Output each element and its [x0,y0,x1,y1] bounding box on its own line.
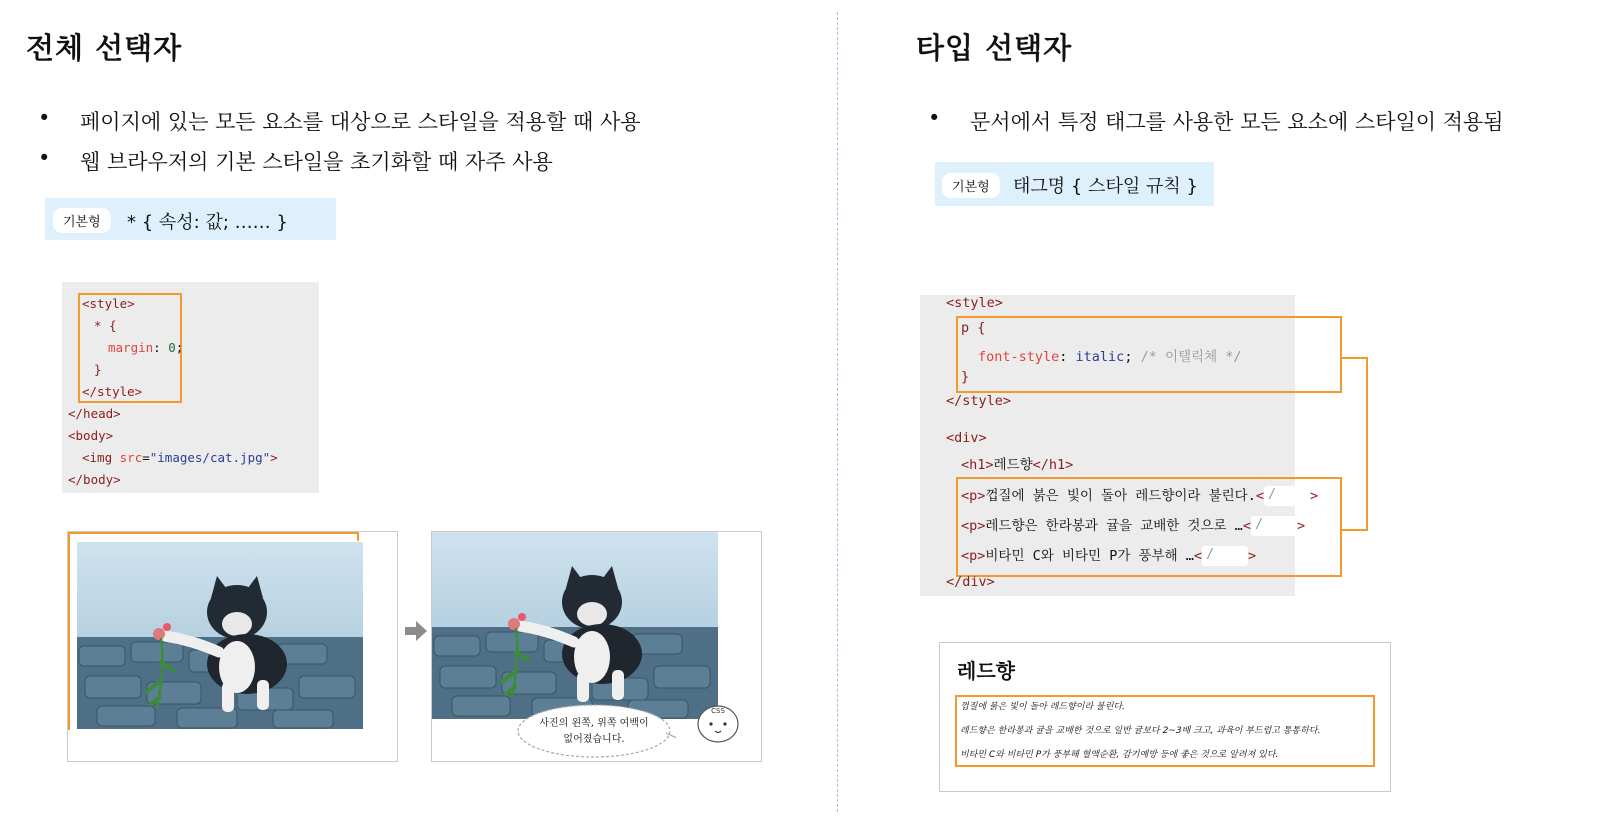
code-string: "images/cat.jpg" [149,450,271,465]
code-property: margin [108,340,154,355]
code-comment: /* 이탤릭체 */ [1140,349,1242,365]
code-tag: > [1310,488,1319,504]
bullet-dot: • [38,106,51,130]
code-line [961,514,1305,536]
code-tag: < [1242,518,1251,534]
bullet-text: 웹 브라우저의 기본 스타일을 초기화할 때 자주 사용 [80,150,553,174]
code-line [961,544,1256,566]
connector-line [1366,357,1368,530]
code-tag: <p> [961,518,986,534]
code-tag: > [1248,548,1257,564]
code-tag: <img [82,450,120,465]
code-blank [1202,546,1248,566]
cat-photo [432,532,718,719]
speech-bubble [516,703,676,761]
code-text: 레드향 [993,457,1033,473]
code-blank [1251,516,1297,536]
code-line: <div> [946,430,987,446]
margin-indicator-left [68,532,70,730]
code-tag: > [1296,518,1306,534]
code-tag: <p> [961,548,986,564]
result-frame [939,642,1391,792]
code-slash: / [1206,546,1215,562]
cat-photo [77,542,363,729]
code-tag: </h1> [1032,457,1074,473]
browser-frame-before [67,531,398,762]
margin-indicator-top [68,532,358,534]
mascot-label: CSS [711,707,725,715]
result-paragraph: 껍질에 붉은 빛이 돌아 레드향이라 불린다. [960,702,1125,712]
syntax-box [45,198,336,240]
code-line: * { [94,318,117,333]
code-line [978,345,1242,365]
code-line: <style> [946,295,1003,311]
code-text: 껍질에 붉은 빛이 돌아 레드향이라 불린다. [985,488,1256,504]
code-blank [1264,486,1310,506]
code-line [961,453,1073,473]
code-attribute: src [119,450,143,465]
connector-line [1342,357,1368,359]
code-line: </head> [68,406,121,421]
code-line: </style> [946,393,1012,409]
code-line: p { [961,320,986,336]
bullet-item [38,146,758,174]
code-equals: = [142,450,150,465]
code-line: </style> [82,384,143,399]
code-value: italic [1075,349,1125,365]
syntax-box [935,162,1214,206]
connector-line [1342,529,1368,531]
universal-selector-heading: 전체 선택자 [26,31,183,65]
code-tag: <p> [961,488,986,504]
arrow-right-icon [405,621,427,645]
browser-frame-after [431,531,762,762]
code-block [920,295,1319,596]
code-property: font-style [978,349,1060,365]
column-divider [837,12,838,812]
bubble-text-line: 사진의 왼쪽, 위쪽 여백이 [539,718,649,729]
code-line: } [94,362,102,377]
result-paragraph: 비타민 C와 비타민 P가 풍부해 혈액순환, 감기예방 등에 좋은 것으로 알려져 있다. [960,750,1279,760]
code-semicolon: ; [175,340,184,355]
code-line: <body> [68,428,114,443]
code-semicolon: ; [1124,349,1141,365]
css-mascot-icon [694,700,742,744]
code-colon: : [153,340,169,355]
code-line [82,450,278,465]
bullet-text: 문서에서 특정 태그를 사용한 모든 요소에 스타일이 적용됨 [970,110,1504,134]
code-slash: / [1268,486,1277,502]
code-slash: / [1254,516,1264,532]
code-line [108,340,183,355]
code-value: 0 [168,340,176,355]
code-tag: < [1255,488,1264,504]
code-text: 비타민 C와 비타민 P가 풍부해 … [985,548,1194,564]
syntax-label: 기본형 [53,208,111,233]
bubble-text-line: 없어졌습니다. [563,734,625,745]
type-selector-heading: 타입 선택자 [916,31,1073,65]
code-line [961,484,1318,506]
code-line: } [961,369,970,385]
bullet-dot: • [38,146,51,170]
code-block [62,282,319,493]
bullet-item [928,106,1578,134]
code-tag: > [270,450,278,465]
margin-indicator-corner [357,532,359,541]
bullet-text: 페이지에 있는 모든 요소를 대상으로 스타일을 적용할 때 사용 [80,110,641,134]
result-paragraph: 레드향은 한라봉과 귤을 교배한 것으로 일반 귤보다 2~3배 크고, 과육이 부드럽고 통통하다. [960,726,1321,736]
code-line: </div> [946,574,995,590]
code-line: <style> [82,296,135,311]
syntax-text: * { 속성: 값; …… } [127,212,288,233]
bullet-item [38,106,758,134]
code-line: </body> [68,472,121,487]
syntax-label: 기본형 [942,173,1000,198]
code-colon: : [1059,349,1076,365]
result-title: 레드향 [957,659,1015,683]
code-tag: <h1> [961,457,994,473]
bullet-dot: • [928,106,941,130]
code-tag: < [1193,548,1203,564]
code-text: 레드향은 한라봉과 귤을 교배한 것으로 … [985,518,1243,534]
syntax-text: 태그명 { 스타일 규칙 } [1013,176,1198,197]
